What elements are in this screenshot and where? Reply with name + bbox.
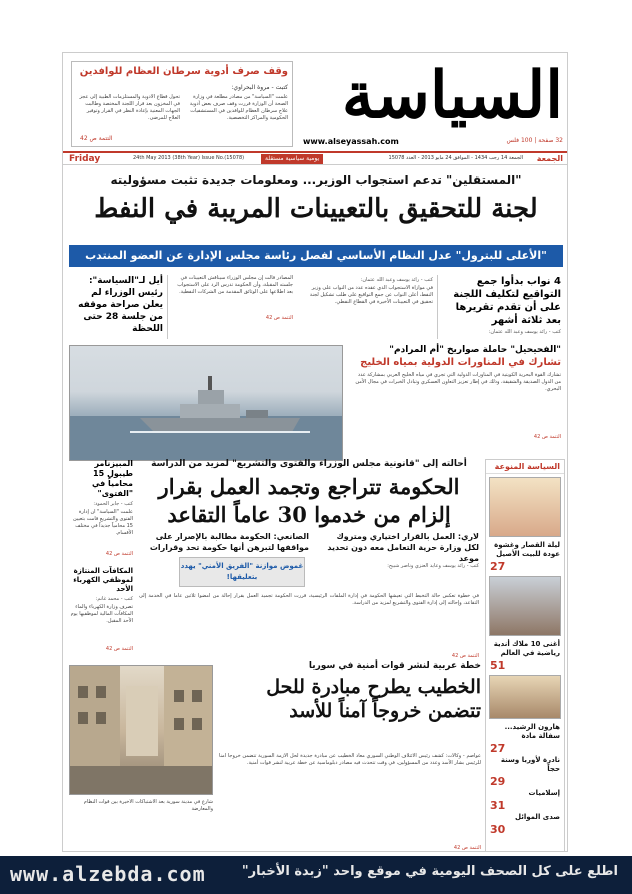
- left-continuation: التتمة ص 42: [105, 551, 133, 557]
- middle-author: كتب - رائد يوسف وعايد العنزي وناصر شبيح:: [387, 563, 479, 569]
- story-middle-2[interactable]: [173, 275, 293, 349]
- sidebar-item[interactable]: هارون الرشيد... سفالة مادة: [504, 723, 560, 740]
- sidebar-photo-1: [489, 477, 561, 537]
- promo-column-right: علمت "السياسة" من مصادر مطلعة في وزارة الصحة أن الوزارة قررت وقف صرف بعض أدوية علاج سرطان العظام للوافدين في المستشفيات الحكومية والمراكز التخصصية.: [189, 94, 288, 121]
- lower-continuation: التتمة ص 42: [453, 845, 481, 851]
- banner-text: اطلع على كل الصحف اليومية في موقع واحد "زبدة الأخبار": [241, 864, 618, 879]
- sidebar-page-number: 30: [490, 823, 506, 836]
- day-english: Friday: [69, 154, 101, 164]
- sidebar-item[interactable]: نادرة لأوربا وسنة حجاً: [500, 756, 560, 773]
- street-illustration: [70, 666, 213, 795]
- website-url[interactable]: www.alseyassah.com: [303, 137, 399, 146]
- banner-url[interactable]: www.alzebda.com: [10, 862, 206, 886]
- sidebar-item[interactable]: أغنى 10 ملاك أندية رياضية في العالم: [493, 640, 560, 657]
- left-headline: المبيزنامر طيبول 15 محامياً في "الفتوى": [91, 459, 133, 498]
- middle-highlight-box[interactable]: غموض موازنة "الفريق الأمني" يهدد بتعليقها!: [179, 557, 305, 587]
- promo-title: وقف صرف أدوية سرطان العظام للوافدين: [79, 66, 288, 77]
- story-right-body-author: كتب - رائد يوسف وعبد الله عثمان:: [360, 277, 433, 283]
- column-divider: [437, 275, 438, 339]
- daily-tag: يومية سياسية مستقلة: [261, 154, 323, 164]
- issue-price: 32 صفحة | 100 فلس: [506, 137, 563, 144]
- left-author: كتب - جابر الحمود:: [93, 501, 133, 507]
- logo-text: السياسة: [341, 58, 563, 133]
- promo-continuation: التتمة ص 42: [80, 135, 113, 142]
- date-bar: [63, 151, 568, 165]
- issue-info-arabic: الجمعة 14 رجب 1434 - الموافق 24 مايو 2013 - العدد 15078: [388, 155, 523, 161]
- story-middle-text: المصادر قالت إن مجلس الوزراء سيناقش التعيينات في جلسته المقبلة، وأن الحكومة تدرس الرد على الاستجواب بعد اطلاعها على الوثائق المقدمة من الشركات النفطية.: [177, 275, 293, 295]
- navy-ship-photo: [69, 345, 343, 461]
- sidebar-page-number: 27: [490, 742, 506, 755]
- street-photo: [69, 665, 213, 795]
- sidebar-variety: [485, 459, 565, 852]
- sidebar-photo-2: [489, 576, 561, 636]
- promo-author: كتبت - مروة البحراوي:: [231, 84, 288, 91]
- left-column[interactable]: [69, 459, 133, 669]
- navy-headline: تشارك في المناورات الدولية بمياه الخليج: [360, 357, 561, 368]
- lower-photo-caption: شارع في مدينة سورية بعد الاشتباكات الأخيرة بين قوات النظام والمعارضة: [83, 799, 213, 812]
- left-text-2: تصرف وزارة الكهرباء والماء المكافآت المالية لموظفيها يوم الأحد المقبل.: [70, 604, 133, 624]
- story-left-headline: أيل لـ"السياسة": رئيس الوزراء لم يعلن صراحة موقفه من جلسة 28 حتى اللحظة: [78, 276, 163, 334]
- lower-headline[interactable]: الخطيب يطرح مبادرة للحل تتضمن خروجاً آمناً للأسد: [266, 676, 481, 722]
- promo-column-left: تحول قطاع الأدوية والمستلزمات الطبية إلى عجز في المخزون بعد قرار اللجنة المختصة وطالبت الجهات المعنية بإعادة النظر في القرار وتوفير العلاج للمرضى.: [79, 94, 180, 121]
- lead-headline[interactable]: لجنة للتحقيق بالتعيينات المريبة في النفط: [94, 194, 538, 224]
- middle-subhead-1: لاري: العمل بالقرار اختياري ومتروك لكل وزارة حرية التعامل معه دون تحديد موعد: [327, 532, 479, 563]
- story-right-headline: 4 نواب بدأوا جمع التواقيع لتكليف اللجنة على أن تقدم تقريرها بعد ثلاثة أشهر: [453, 276, 561, 326]
- story-middle-continuation: التتمة ص 42: [265, 315, 293, 321]
- story-left[interactable]: [69, 275, 163, 349]
- newspaper-front-page: [62, 52, 568, 852]
- story-right[interactable]: [443, 275, 561, 349]
- story-right-author: كتب - رائد يوسف وعبد الله عثمان:: [488, 329, 561, 335]
- middle-text: في خطوة تعكس حالة التخبط التي تعيشها الحكومة في إدارة الملفات الرئيسية، قررت الحكومة تجميد العمل بقرار إحالة من أمضوا ثلاثين عاماً في الخدمة إلى التقاعد، وإحالته إلى إدارة الفتوى والتشريع لمزيد من الدراسة.: [139, 593, 479, 606]
- middle-headline[interactable]: الحكومة تتراجع وتجمد العمل بقرار إلزام من خدموا 30 عاماً التقاعد: [158, 474, 460, 527]
- lead-kicker: "المستقلين" تدعم استجواب الوزير... ومعلومات جديدة تثبت مسؤوليته: [110, 173, 522, 187]
- bottom-banner[interactable]: [0, 856, 632, 894]
- left-headline-2: المكافآت المنتازة لموظفي الكهرباء الأحد: [73, 567, 133, 593]
- middle-subhead-2: الصانعي: الحكومة مطالبة بالإصرار على مواقفها لتبرهن أنها حكومة تحد وقرارات: [149, 532, 309, 552]
- issue-info-english: 24th May 2013 (38th Year) Issue No.(15078): [133, 155, 245, 161]
- lead-subhead: "الأعلى للبترول" عدل النظام الأساسي لفصل رئاسة مجلس الإدارة عن العضو المنتدب: [69, 245, 563, 267]
- navy-kicker: "الفحيحيل" حاملة صواريخ "أم المرادم": [389, 345, 561, 355]
- column-divider: [167, 275, 168, 339]
- middle-continuation: التتمة ص 42: [451, 653, 479, 659]
- navy-story[interactable]: [351, 345, 561, 461]
- newspaper-logo[interactable]: [303, 58, 563, 137]
- sidebar-page-number: 51: [490, 659, 506, 672]
- left-text: علمت "السياسة" أن إدارة الفتوى والتشريع قامت بتعيين 15 محامياً جديداً في مختلف الأقسام.: [73, 509, 133, 536]
- sidebar-photo-3: [489, 675, 561, 719]
- story-right-text: في موازاة الاستجواب الذي عقده عدد من النواب على وزير النفط، أعلن النواب عن جمع التواقيع على طلب تشكيل لجنة تحقيق في التعيينات الأخيرة في القطاع النفطي.: [309, 285, 433, 305]
- sidebar-title: السياسة المنوعة: [486, 460, 564, 474]
- left-author-2: كتب - محمد غانم:: [95, 596, 133, 602]
- lower-text: عواصم - وكالات: كشف رئيس الائتلاف الوطني السوري معاذ الخطيب عن مبادرة جديدة لحل الأزمة السورية تتضمن خروجاً آمناً للرئيس بشار الأسد وعدد من المسؤولين، في وقت تتحدث فيه مصادر دبلوماسية عن خطة عربية لنشر قوات أمنية.: [219, 753, 481, 766]
- sidebar-page-number: 31: [490, 799, 506, 812]
- sidebar-page-number: 27: [490, 560, 506, 573]
- sidebar-page-number: 29: [490, 775, 506, 788]
- story-middle[interactable]: [299, 275, 433, 349]
- middle-kicker: أحالته إلى "قانونية مجلس الوزراء والفتوى والتشريع" لمزيد من الدراسة: [151, 459, 467, 469]
- sidebar-item[interactable]: إسلاميات: [528, 789, 560, 797]
- navy-continuation: التتمة ص 42: [533, 434, 561, 440]
- sidebar-item[interactable]: ليلة القصار وغشوة عودة للبيت الأصيل: [494, 541, 560, 558]
- day-arabic: الجمعة: [536, 154, 563, 163]
- lower-kicker: خطة عربية لنشر قوات أمنية في سوريا: [308, 661, 481, 671]
- promo-box[interactable]: [71, 61, 293, 147]
- sidebar-item[interactable]: صدى الموائل: [514, 813, 560, 821]
- ship-illustration: [70, 346, 343, 461]
- navy-text: تشارك القوة البحرية الكويتية في المناورات الدولية التي تجري في مياه الخليج العربي بمشاركة عدد من الدول الصديقة والشقيقة، وذلك في إطار تعزيز التعاون العسكري وتبادل الخبرات في مجال الأمن البحري.: [355, 372, 561, 392]
- left-continuation-2: التتمة ص 42: [105, 646, 133, 652]
